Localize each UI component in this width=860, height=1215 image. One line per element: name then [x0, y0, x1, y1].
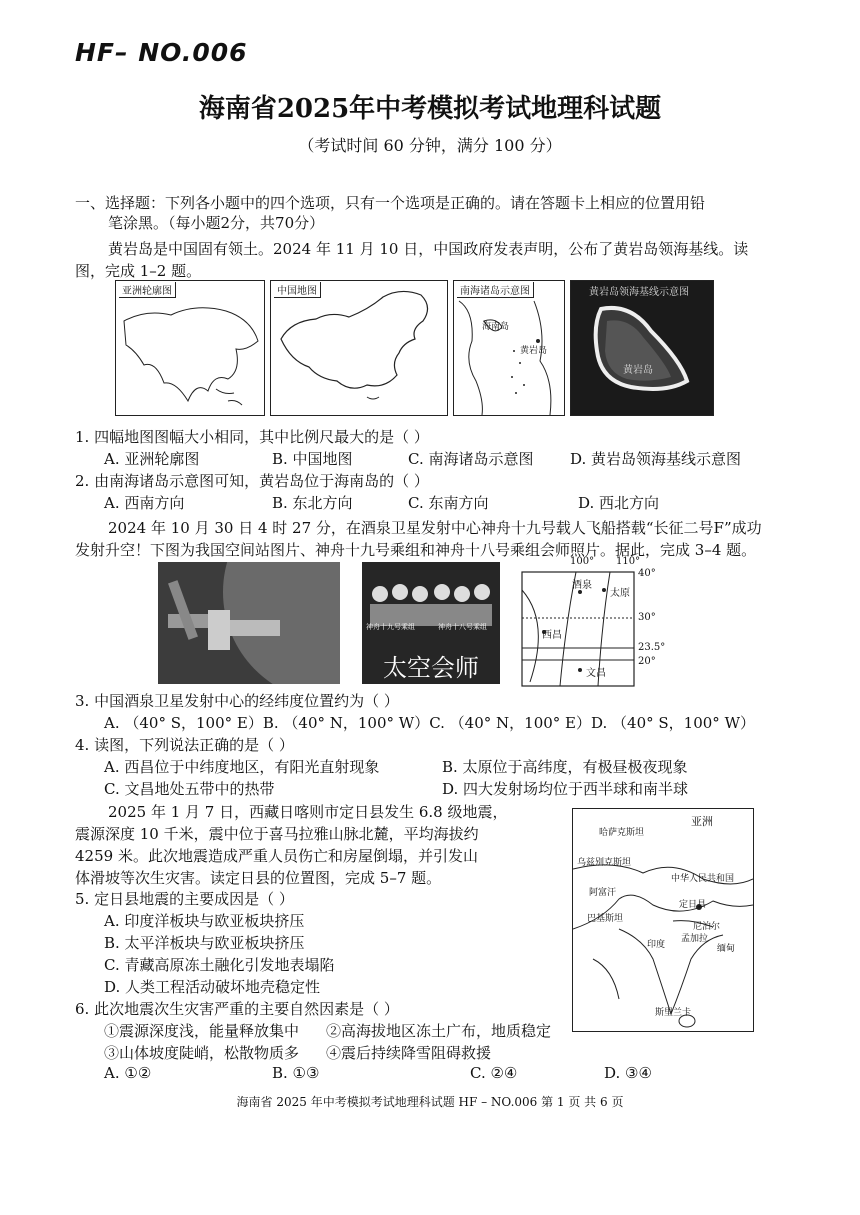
- lat-23-5: 23.5°: [638, 642, 666, 653]
- q4-stem: 4. 读图，下列说法正确的是（ ）: [75, 736, 294, 754]
- q2-option-d: D. 西北方向: [578, 494, 660, 512]
- dingri-label: 定日县: [679, 900, 707, 910]
- lat-30: 30°: [638, 612, 656, 623]
- q6-stem: 6. 此次地震次生灾害严重的主要自然因素是（ ）: [75, 1000, 399, 1018]
- q5-stem: 5. 定日县地震的主要成因是（ ）: [75, 890, 294, 908]
- q4-option-a: A. 西昌位于中纬度地区，有阳光直射现象: [104, 758, 380, 776]
- page-title: 海南省2025年中考模拟考试地理科试题: [198, 94, 662, 124]
- exam-subtitle: （考试时间 60 分钟，满分 100 分）: [298, 136, 562, 155]
- xichang-label: 西昌: [542, 630, 562, 641]
- lat-40: 40°: [638, 568, 656, 579]
- nanhai-map: [453, 280, 565, 416]
- launch-site-map: [520, 556, 686, 688]
- q5-option-c: C. 青藏高原冻土融化引发地表塌陷: [104, 956, 335, 974]
- lon-110: 110°: [616, 556, 641, 567]
- intro-paragraph-c3: 4259 米。此次地震造成严重人员伤亡和房屋倒塌，并引发山: [75, 847, 478, 865]
- section-instruction: 一、选择题：下列各小题中的四个选项，只有一个选项是正确的。请在答题卡上相应的位置用铅: [75, 194, 706, 212]
- asia-outline-map: [115, 280, 265, 416]
- q1-option-a: A. 亚洲轮廓图: [104, 450, 200, 468]
- crew-meeting-photo: [362, 562, 500, 684]
- q4-option-c: C. 文昌地处五带中的热带: [104, 780, 275, 798]
- nepal-label: 尼泊尔: [693, 922, 721, 932]
- intro-paragraph-c2: 震源深度 10 千米，震中位于喜马拉雅山脉北麓，平均海拔约: [75, 825, 479, 843]
- map-caption: 亚洲轮廓图: [119, 282, 176, 298]
- q6-option-d: D. ③④: [604, 1064, 652, 1082]
- map-caption: 南海诸岛示意图: [457, 282, 534, 298]
- kazakh-label: 哈萨克斯坦: [599, 828, 645, 838]
- china-label: 中华人民共和国: [671, 874, 735, 884]
- huangyan-baseline-map: [570, 280, 714, 416]
- nanhai-drawing: [454, 281, 564, 415]
- q4-option-d: D. 四大发射场均位于西半球和南半球: [442, 780, 689, 798]
- china-map: [270, 280, 448, 416]
- q3-options: A. （40° S，100° E）B. （40° N，100° W）C. （40° N，100° E）D. （40° S，100° W）: [104, 714, 755, 732]
- q4-option-b: B. 太原位于高纬度，有极昼极夜现象: [442, 758, 688, 776]
- pakistan-label: 巴基斯坦: [587, 914, 624, 924]
- q6-option-b: B. ①③: [272, 1064, 320, 1082]
- intro-paragraph-b2: 发射升空！下图为我国空间站图片、神舟十九号乘组和神舟十八号乘组会师照片。据此，完成 3–4 题。: [75, 541, 757, 559]
- q3-stem: 3. 中国酒泉卫星发射中心的经纬度位置约为（ ）: [75, 692, 399, 710]
- taiyuan-label: 太原: [610, 588, 630, 599]
- lat-20: 20°: [638, 656, 656, 667]
- q5-option-d: D. 人类工程活动破坏地壳稳定性: [104, 978, 321, 996]
- banner-right: 神舟十八号乘组: [438, 623, 487, 631]
- myanmar-label: 缅甸: [717, 944, 736, 954]
- exam-code: HF– NO.006: [75, 38, 248, 67]
- q6-item-4: ④震后持续降雪阻碍救援: [326, 1044, 492, 1062]
- q1-option-b: B. 中国地图: [272, 450, 353, 468]
- q2-stem: 2. 由南海诸岛示意图可知，黄岩岛位于海南岛的（ ）: [75, 472, 429, 490]
- india-label: 印度: [647, 940, 666, 950]
- section-instruction-2: 笔涂黑。（每小题2分，共70分）: [108, 214, 325, 232]
- intro-paragraph: 黄岩岛是中国固有领土。2024 年 11 月 10 日，中国政府发表声明，公布了黄岩岛领海基线。读: [108, 240, 749, 258]
- jiuquan-label: 酒泉: [572, 580, 592, 591]
- map-caption: 中国地图: [274, 282, 321, 298]
- q6-item-2: ②高海拔地区冻土广布，地质稳定: [326, 1022, 552, 1040]
- intro-paragraph-2: 图，完成 1–2 题。: [75, 262, 202, 280]
- dingri-location-map: [572, 808, 754, 1032]
- asia-label: 亚洲: [691, 815, 713, 828]
- asia-outline-drawing: [116, 281, 264, 415]
- q6-item-1: ①震源深度浅，能量释放集中: [104, 1022, 300, 1040]
- afghan-label: 阿富汗: [589, 888, 617, 898]
- space-station-photo: [158, 562, 340, 684]
- taikong-title: 太空会师: [383, 654, 479, 682]
- page-footer: 海南省 2025 年中考模拟考试地理科试题 HF – NO.006 第 1 页 共 6 页: [236, 1095, 624, 1109]
- intro-paragraph-c: 2025 年 1 月 7 日，西藏日喀则市定日县发生 6.8 级地震，: [108, 803, 508, 821]
- huangyan-island-drawing: [571, 281, 713, 415]
- map-caption: 黄岩岛领海基线示意图: [589, 287, 689, 298]
- wenchang-label: 文昌: [586, 668, 606, 679]
- q5-option-a: A. 印度洋板块与欧亚板块挤压: [104, 912, 305, 930]
- lon-100: 100°: [570, 556, 595, 567]
- q1-option-d: D. 黄岩岛领海基线示意图: [570, 450, 742, 468]
- q2-option-b: B. 东北方向: [272, 494, 353, 512]
- china-outline-drawing: [271, 281, 447, 415]
- banner-left: 神舟十九号乘组: [366, 623, 415, 631]
- srilanka-label: 斯里兰卡: [655, 1008, 692, 1018]
- q6-option-c: C. ②④: [470, 1064, 518, 1082]
- q2-option-c: C. 东南方向: [408, 494, 489, 512]
- q6-option-a: A. ①②: [104, 1064, 152, 1082]
- uzbek-label: 乌兹别克斯坦: [577, 858, 632, 868]
- q1-option-c: C. 南海诸岛示意图: [408, 450, 534, 468]
- q2-option-a: A. 西南方向: [104, 494, 185, 512]
- intro-paragraph-c4: 体滑坡等次生灾害。读定日县的位置图，完成 5–7 题。: [75, 869, 442, 887]
- huangyan-inner-label: 黄岩岛: [623, 365, 653, 376]
- bangla-label: 孟加拉: [681, 934, 709, 944]
- huangyan-label: 黄岩岛: [520, 346, 548, 356]
- q1-stem: 1. 四幅地图图幅大小相同，其中比例尺最大的是（ ）: [75, 428, 429, 446]
- space-station-drawing: [158, 562, 340, 684]
- intro-paragraph-b: 2024 年 10 月 30 日 4 时 27 分，在酒泉卫星发射中心神舟十九号载人飞船搭载“长征二号F”成功: [108, 519, 762, 537]
- q6-item-3: ③山体坡度陡峭，松散物质多: [104, 1044, 300, 1062]
- q5-option-b: B. 太平洋板块与欧亚板块挤压: [104, 934, 305, 952]
- hainan-label: 海南岛: [482, 322, 510, 332]
